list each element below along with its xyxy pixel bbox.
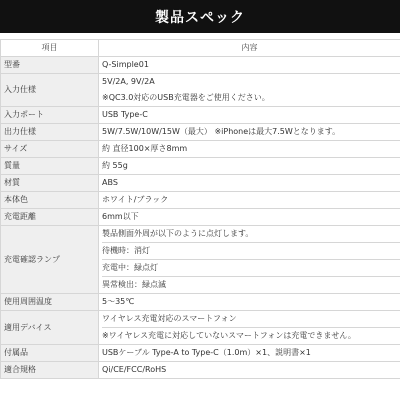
spec-value-line: 製品側面外周が以下のように点灯します。 bbox=[102, 229, 254, 238]
spec-label-output: 出力仕様 bbox=[1, 124, 99, 141]
spec-value-standards bbox=[99, 362, 400, 379]
spec-label-accessories: 付属品 bbox=[1, 345, 99, 362]
spec-value-charge-distance bbox=[99, 209, 400, 226]
spec-label-input-port: 入力ポート bbox=[1, 107, 99, 124]
spec-value-color bbox=[99, 192, 400, 209]
spec-row-size bbox=[1, 141, 400, 158]
spec-value-line: 5W/7.5W/10W/15W（最大） ※iPhoneは最大7.5Wとなります。 bbox=[102, 127, 341, 136]
column-header-item: 項目 bbox=[1, 40, 99, 57]
spec-value-devices bbox=[99, 311, 400, 345]
spec-value-output bbox=[99, 124, 400, 141]
spec-value-line: 6mm以下 bbox=[102, 212, 139, 221]
spec-label-standards: 適合規格 bbox=[1, 362, 99, 379]
spec-row-devices bbox=[1, 311, 400, 345]
spec-label-weight: 質量 bbox=[1, 158, 99, 175]
spec-value-line: Qi/CE/FCC/RoHS bbox=[102, 365, 167, 374]
spec-row-material bbox=[1, 175, 400, 192]
spec-row-charge-distance bbox=[1, 209, 400, 226]
spec-value-line: 約 55g bbox=[102, 161, 128, 170]
spec-label-color: 本体色 bbox=[1, 192, 99, 209]
spec-value-input-port bbox=[99, 107, 400, 124]
spec-label-temperature: 使用周囲温度 bbox=[1, 294, 99, 311]
spec-label-size: サイズ bbox=[1, 141, 99, 158]
spec-header-row bbox=[1, 40, 400, 57]
spec-row-output bbox=[1, 124, 400, 141]
spec-label-devices: 適用デバイス bbox=[1, 311, 99, 345]
spec-value-line: 約 直径100×厚さ8mm bbox=[102, 144, 188, 153]
spec-value-line: Q-Simple01 bbox=[102, 60, 149, 69]
spec-value-line: USB Type-C bbox=[102, 110, 148, 119]
spec-value-note: ※ワイヤレス充電に対応していないスマートフォンは充電できません。 bbox=[102, 327, 400, 344]
spec-row-weight bbox=[1, 158, 400, 175]
spec-row-temperature bbox=[1, 294, 400, 311]
spec-label-charge-distance: 充電距離 bbox=[1, 209, 99, 226]
spec-value-line: ホワイト/ブラック bbox=[102, 195, 169, 204]
spec-label-input: 入力仕様 bbox=[1, 74, 99, 107]
spec-value-line: USBケーブル Type-A to Type-C（1.0m）×1、説明書×1 bbox=[102, 348, 311, 357]
spec-row-input bbox=[1, 74, 400, 107]
page-title: 製品スペック bbox=[155, 9, 245, 26]
spec-value-model bbox=[99, 57, 400, 74]
spec-value-input bbox=[99, 74, 400, 107]
spec-label-charge-lamp: 充電確認ランプ bbox=[1, 226, 99, 294]
spec-row-charge-lamp bbox=[1, 226, 400, 294]
spec-value-accessories bbox=[99, 345, 400, 362]
spec-value-temperature bbox=[99, 294, 400, 311]
lamp-state-charging: 充電中：緑点灯 bbox=[102, 259, 400, 276]
spec-row-accessories bbox=[1, 345, 400, 362]
spec-label-material: 材質 bbox=[1, 175, 99, 192]
lamp-state-error: 異常検出：緑点滅 bbox=[102, 276, 400, 293]
spec-value-size bbox=[99, 141, 400, 158]
spec-value-line: 5～35℃ bbox=[102, 297, 135, 306]
spec-value-weight bbox=[99, 158, 400, 175]
spec-value-charge-lamp bbox=[99, 226, 400, 294]
spec-value-note: ※QC3.0対応のUSB充電器をご使用ください。 bbox=[102, 93, 270, 102]
spec-value-material bbox=[99, 175, 400, 192]
spec-row-input-port bbox=[1, 107, 400, 124]
spec-label-model: 型番 bbox=[1, 57, 99, 74]
column-header-content: 内容 bbox=[99, 40, 400, 57]
spec-value-line: 5V/2A, 9V/2A bbox=[102, 77, 155, 86]
spec-row-standards bbox=[1, 362, 400, 379]
spec-row-model bbox=[1, 57, 400, 74]
lamp-state-standby: 待機時：消灯 bbox=[102, 242, 400, 259]
spec-title-banner bbox=[0, 0, 400, 33]
spec-value-line: ワイヤレス充電対応のスマートフォン bbox=[102, 314, 237, 323]
spec-table bbox=[0, 39, 400, 379]
spec-row-color bbox=[1, 192, 400, 209]
spec-value-line: ABS bbox=[102, 178, 118, 187]
